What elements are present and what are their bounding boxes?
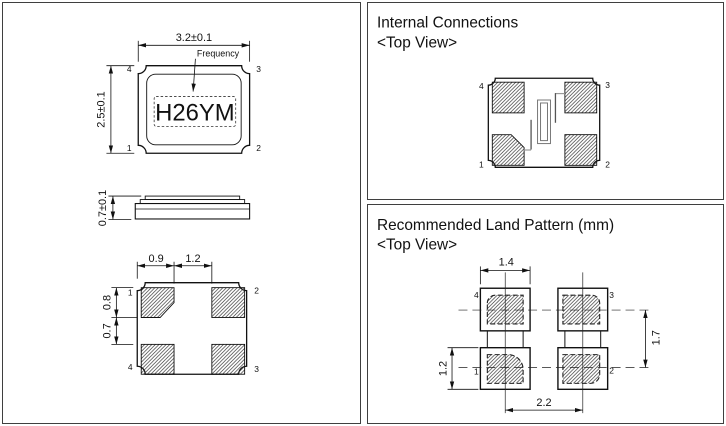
- internal-connections-figure: [368, 3, 723, 199]
- marking-text: H26YM: [155, 99, 235, 127]
- side-cap: [145, 196, 239, 199]
- package-dimensions-figure: [3, 3, 360, 423]
- pad-overlay-3: [563, 295, 600, 324]
- pin-label-2: 2: [605, 159, 610, 170]
- dim-08-label: 0.8: [101, 294, 114, 311]
- dim-thickness: [97, 190, 141, 226]
- pin-label-3: 3: [609, 290, 614, 301]
- frequency-label: Frequency: [196, 48, 240, 59]
- side-body: [135, 204, 249, 219]
- dim-09-label: 0.9: [148, 252, 164, 265]
- crystal-plate-outer: [538, 100, 551, 144]
- pin-label-4: 4: [479, 81, 484, 92]
- dim-pad-height: [438, 348, 479, 390]
- pin-label-2: 2: [609, 365, 614, 376]
- pad-3: [212, 344, 245, 374]
- panel-subtitle: <Top View>: [376, 236, 458, 254]
- dim-width-label: 3.2±0.1: [175, 31, 213, 44]
- pin-label-2: 2: [256, 142, 261, 153]
- pin-label-1: 1: [479, 159, 484, 170]
- pin-label-4: 4: [127, 362, 133, 373]
- pad-3: [565, 82, 597, 113]
- pad-4: [492, 82, 524, 113]
- pin-label-4: 4: [126, 64, 132, 75]
- dim-col-pitch: [505, 397, 583, 410]
- pad-overlay-2: [563, 355, 600, 384]
- pad-4: [141, 344, 174, 374]
- bottom-view: [101, 253, 259, 374]
- pin-label-4: 4: [474, 290, 479, 301]
- dim-height-label: 2.5±0.1: [95, 91, 108, 128]
- internal-connections-panel: [367, 2, 724, 200]
- land-pattern-figure: [368, 205, 723, 423]
- panel-subtitle: <Top View>: [376, 34, 458, 52]
- pin-label-1: 1: [126, 142, 132, 153]
- dim-14-label: 1.4: [498, 256, 514, 269]
- top-view: [95, 32, 261, 153]
- dim-22-label: 2.2: [536, 397, 552, 410]
- package-dimensions-panel: [2, 2, 361, 424]
- panel-title: Recommended Land Pattern (mm): [376, 216, 615, 234]
- dim-height: [95, 66, 134, 154]
- dim-row-pitch: [645, 310, 662, 367]
- dim-12-label: 1.2: [437, 360, 450, 377]
- pin-label-3: 3: [605, 80, 610, 91]
- land-pattern-panel: [367, 204, 724, 424]
- side-view: [97, 190, 250, 226]
- panel-title: Internal Connections: [376, 14, 519, 32]
- pad-2: [565, 135, 597, 166]
- dim-thickness-label: 0.7±0.1: [96, 189, 109, 227]
- pin-label-1: 1: [474, 366, 479, 377]
- side-lid: [140, 200, 244, 204]
- dim-12-label: 1.2: [185, 252, 201, 265]
- dim-17-label: 1.7: [650, 330, 663, 346]
- pad-2: [212, 288, 245, 318]
- pin-label-1: 1: [127, 287, 133, 298]
- pin-label-2: 2: [254, 285, 259, 296]
- dim-07-label: 0.7: [101, 323, 114, 339]
- pin-label-3: 3: [256, 64, 261, 75]
- dim-pad-span: [137, 253, 212, 284]
- pin-label-3: 3: [254, 364, 259, 375]
